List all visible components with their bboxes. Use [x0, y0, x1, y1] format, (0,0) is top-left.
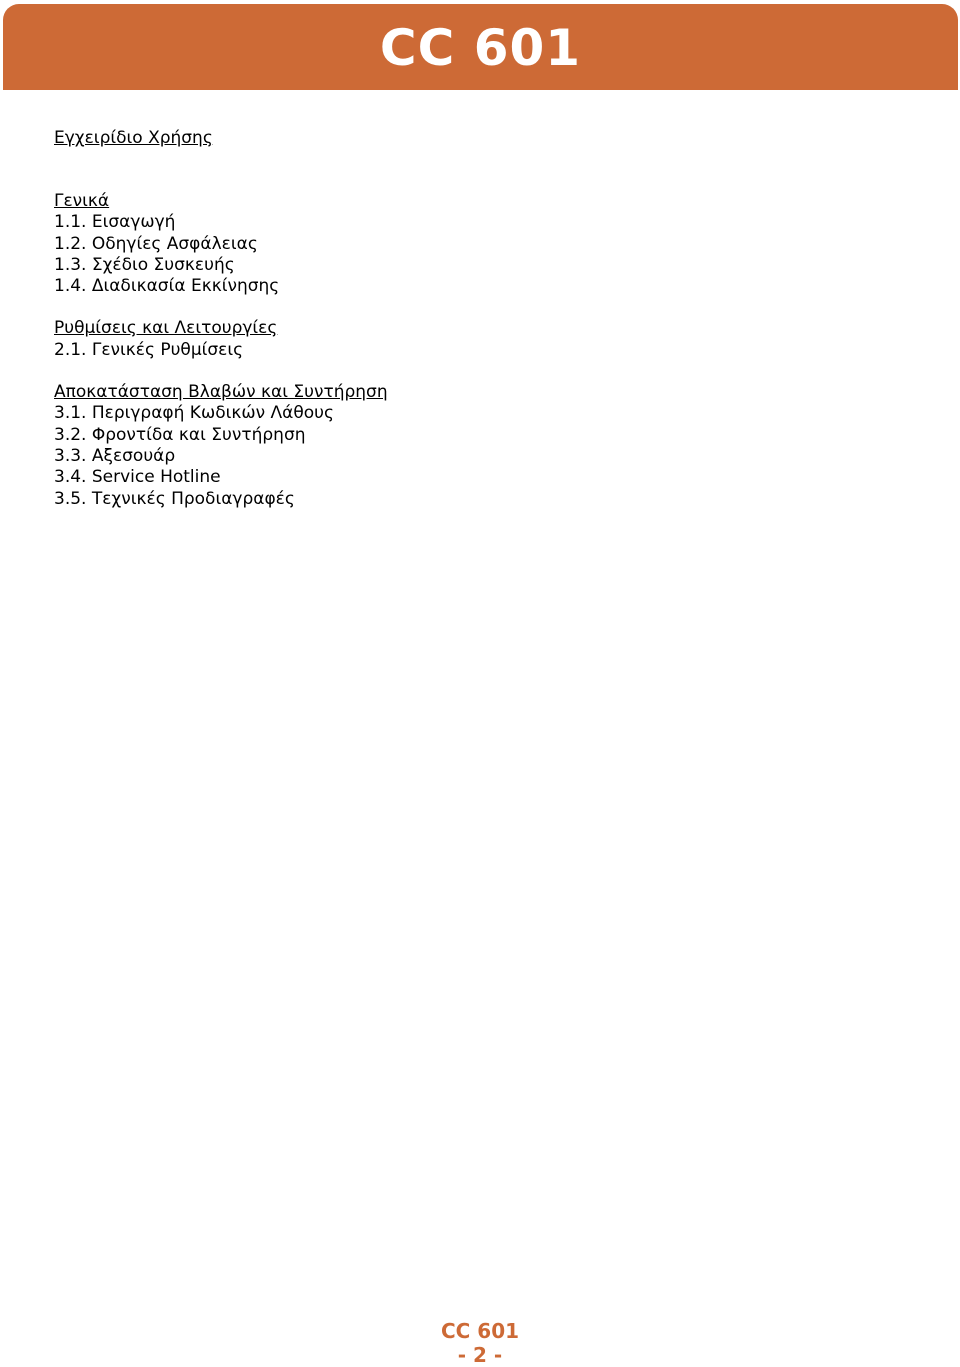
- toc-item: 2.1. Γενικές Ρυθμίσεις: [54, 339, 244, 360]
- toc-item: 3.2. Φροντίδα και Συντήρηση: [54, 424, 306, 445]
- toc-item: 1.3. Σχέδιο Συσκευής: [54, 254, 235, 275]
- footer-model: CC 601: [440, 1319, 520, 1343]
- toc-item: 1.2. Οδηγίες Ασφάλειας: [54, 233, 258, 254]
- toc-section-general: [54, 191, 914, 297]
- toc-item: 3.3. Αξεσουάρ: [54, 445, 176, 466]
- toc-item: 1.4. Διαδικασία Εκκίνησης: [54, 276, 280, 297]
- toc-item: 1.1. Εισαγωγή: [54, 212, 176, 233]
- toc-item: 3.4. Service Hotline: [54, 467, 221, 488]
- table-of-contents: [54, 191, 914, 531]
- toc-item: 3.1. Περιγραφή Κωδικών Λάθους: [54, 403, 334, 424]
- page-footer: [0, 1319, 960, 1367]
- toc-section-heading: Αποκατάσταση Βλαβών και Συντήρηση: [54, 382, 388, 403]
- toc-section-heading: Γενικά: [54, 191, 110, 211]
- toc-section-settings: [54, 318, 914, 361]
- page-number: - 2 -: [457, 1343, 503, 1367]
- toc-item: 3.5. Τεχνικές Προδιαγραφές: [54, 488, 295, 509]
- toc-section-heading: Ρυθμίσεις και Λειτουργίες: [54, 318, 278, 339]
- header-title: CC 601: [379, 19, 582, 77]
- document-title: Εγχειρίδιο Χρήσης: [54, 128, 213, 148]
- header-bar: [3, 4, 958, 90]
- toc-section-troubleshooting: [54, 382, 914, 510]
